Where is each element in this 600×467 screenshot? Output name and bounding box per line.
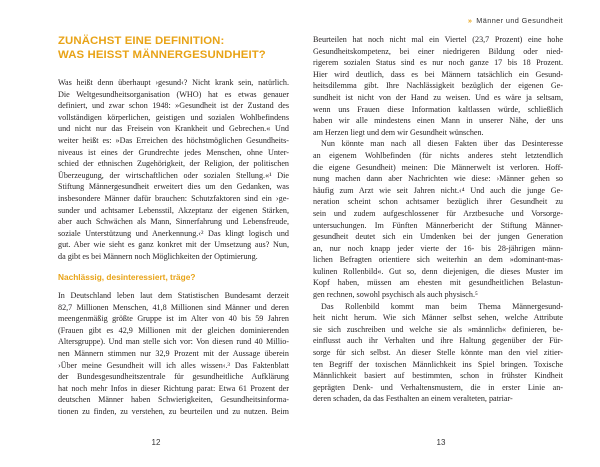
- text-line: Kopf haben, müssen am ehesten mit gesundheitlichen Belastun-: [313, 278, 563, 288]
- text-line: haben wir alle mindestens einen Mann in unserer Nähe, der uns: [313, 116, 563, 126]
- text-line: heit nicht herum. Wie sich Männer selbst sehen, welche Attribute: [313, 313, 563, 323]
- text-line: kulinen Rollenbild«. Gut so, denn diejenigen, die dieses Muster im: [313, 266, 563, 276]
- text-line: ten Begriff der toxischen Männlichkeit ins Spiel bringen. Toxische: [313, 359, 563, 369]
- text-line: Stiftung Männergesundheit erweitert dies um den Gedanken, was: [58, 182, 289, 192]
- body-text-block-1: [58, 77, 289, 263]
- text-line: sie sich zuschreiben und welche sie als »männlich« definieren, be-: [313, 324, 563, 334]
- text-line: gesundheit deutet sich ein Umdenken bei der jungen Generation: [313, 232, 563, 242]
- text-line: hat noch mehr Infos in dieser Richtung parat: Etwa 61 Prozent der: [58, 383, 289, 393]
- text-line: Gesundheitskompetenz, bei einer niedrigeren Bildung oder nied-: [313, 46, 563, 56]
- text-line: nen Männern stimmen nur 32,9 Prozent mit der Aussage überein: [58, 348, 289, 358]
- text-line: am Herzen liegt und dem wir Gesundheit wünschen.: [313, 127, 484, 137]
- text-line: da gibt es bei Männern noch Möglichkeiten der Optimierung.: [58, 251, 258, 261]
- header-marker-icon: »: [467, 16, 473, 25]
- text-line: die eigene Gesundheit) meinen: Die Männerwelt ist verloren. Hoff-: [313, 162, 563, 172]
- running-header-title: Männer und Gesundheit: [476, 16, 563, 25]
- body-text-block-2: [58, 290, 289, 418]
- text-line: meengenmäßig größte Gruppe ist im Alter von 40 bis 59 Jahren: [58, 314, 289, 324]
- text-line: gut. Aber wie sieht es ganz konkret mit der Umsetzung aus? Nun,: [58, 240, 289, 250]
- text-line: definiert, und zwar schon 1948: »Gesundheit ist der Zustand des: [58, 101, 289, 111]
- text-line: tionen zu finden, zu verstehen, zu beurteilen und zu nutzen. Beim: [58, 406, 289, 416]
- body-text-block-right: [313, 34, 563, 405]
- text-line: an eigenem Wohlbefinden (für nichts anderes steht letztendlich: [313, 150, 563, 160]
- text-line: heitsdilemma gibt. Ihre Nachlässigkeit bezüglich der eigenen Ge-: [313, 81, 563, 91]
- text-line: nung machen dann aber Nachrichten wie diese: ›Männer gehen so: [313, 174, 563, 184]
- running-header: [468, 16, 563, 25]
- text-line: insbesondere Männer dafür brauchen: Schutzfaktoren sind ein ›ge-: [58, 193, 289, 203]
- text-line: neration scheint schon achtsamer bezüglich ihrer Gesundheit zu: [313, 197, 563, 207]
- chapter-heading: [58, 35, 288, 62]
- text-line: an, nur noch knapp jeder vierte der 16- bis 28-jährigen männ-: [313, 243, 563, 253]
- text-line: rigerem sozialen Status sind es nur noch ganze 17 bis 18 Prozent.: [313, 58, 563, 68]
- text-line: deren schaden, da das Festhalten an einem veralteten, patriar-: [313, 394, 513, 404]
- text-line: häufig zum Arzt wie seit Jahren nicht.‹⁴ Und auch die junge Ge-: [313, 185, 563, 195]
- text-line: aber auch Schwächen als Mann, Sinnerfahrung und Lebensfreude,: [58, 217, 289, 227]
- text-line: Altersgruppe). Und man stelle sich vor: Von diesen rund 40 Millio-: [58, 337, 289, 347]
- text-line: Überzeugung, der wirtschaftlichen oder sozialen Stellung.«¹ Die: [58, 170, 289, 180]
- text-line: vollständigen körperlichen, geistigen und sozialen Wohlbefindens: [58, 112, 289, 122]
- text-line: niveaus ist eines der Grundrechte jedes Menschen, ohne Unter-: [58, 147, 289, 157]
- heading-line-2: WAS HEISST MÄNNERGESUNDHEIT?: [58, 48, 266, 61]
- heading-line-1: ZUNÄCHST EINE DEFINITION:: [58, 35, 225, 47]
- text-line: (Frauen gibt es 42,9 Millionen mit der gleichen dominierenden: [58, 325, 289, 335]
- text-line: 82,7 Millionen Menschen, 41,8 Millionen sind Männer und deren: [58, 302, 289, 312]
- text-line: der Bundesgesundheitszentrale für gesundheitliche Aufklärung: [58, 372, 289, 382]
- section-subheading: Nachlässig, desinteressiert, träge?: [58, 272, 196, 282]
- page-number-left: 12: [151, 438, 161, 447]
- text-line: weiter heißt es: »Das Erreichen des höchstmöglichen Gesundheits-: [58, 135, 289, 145]
- text-line: In Deutschland leben laut dem Statistischen Bundesamt derzeit: [58, 291, 289, 300]
- text-line: schied der ethnischen Zugehörigkeit, der Religion, der politischen: [58, 159, 289, 169]
- text-line: wenn uns Frauen diese Information kaltlassen würde, schließlich: [313, 104, 563, 114]
- text-line: Nun könnte man nach all diesen Fakten über das Desinteresse: [321, 139, 563, 149]
- text-line: sorge für sich selbst. An dieser Stelle könnte man den viel zitier-: [313, 348, 563, 358]
- text-line: Das Rollenbild kommt man beim Thema Männergesund-: [321, 301, 563, 311]
- text-line: deutschen Männer haben Schwierigkeiten, Gesundheitsinforma-: [58, 395, 289, 405]
- text-line: sein und zudem aufgeschlossener für Arztbesuche und Vorsorge-: [313, 208, 563, 218]
- text-line: soziale Unterstützung und Anerkennung.‹² Das klingt logisch und: [58, 228, 289, 238]
- text-line: Beurteilen hat noch nicht mal ein Viertel (23,7 Prozent) eine hohe: [313, 35, 563, 44]
- text-line: und nicht nur das Freisein von Krankheit und Gebrechen.« Und: [58, 124, 289, 134]
- text-line: lichen Befragten orientiere sich weiterhin an dem »dominant-mas-: [313, 255, 563, 265]
- text-line: sunder und achtsamer Lebensstil, Akzeptanz der eigenen Stärken,: [58, 205, 289, 215]
- text-line: gen rechnen, sowohl psychisch als auch physisch.⁵: [313, 290, 478, 300]
- text-line: Männlichkeit basiert auf bestimmten, schon in frühster Kindheit: [313, 371, 563, 381]
- text-line: untersuchungen. Im Fünften Männerbericht der Stiftung Männer-: [313, 220, 563, 230]
- text-line: sundheit ist nicht von der Hand zu weisen. Und es wäre ja seltsam,: [313, 92, 563, 102]
- page-number-right: 13: [436, 438, 446, 447]
- right-page: [300, 0, 600, 467]
- text-line: ›Über meine Gesundheit will ich alles wissen‹.³ Das Faktenblatt: [58, 360, 289, 370]
- text-line: Hier wird deutlich, dass es bei Männern tatsächlich ein Gesund-: [313, 69, 563, 79]
- text-line: einflusst auch ihr Verhalten und ihre Haltung gegenüber der Für-: [313, 336, 563, 346]
- text-line: Was heißt denn überhaupt ›gesund‹? Nicht krank sein, natürlich.: [58, 78, 289, 87]
- text-line: Die Weltgesundheitsorganisation (WHO) hat es etwas genauer: [58, 89, 289, 99]
- text-line: geprägten Denk- und Verhaltensmustern, die in erster Linie an-: [313, 382, 563, 392]
